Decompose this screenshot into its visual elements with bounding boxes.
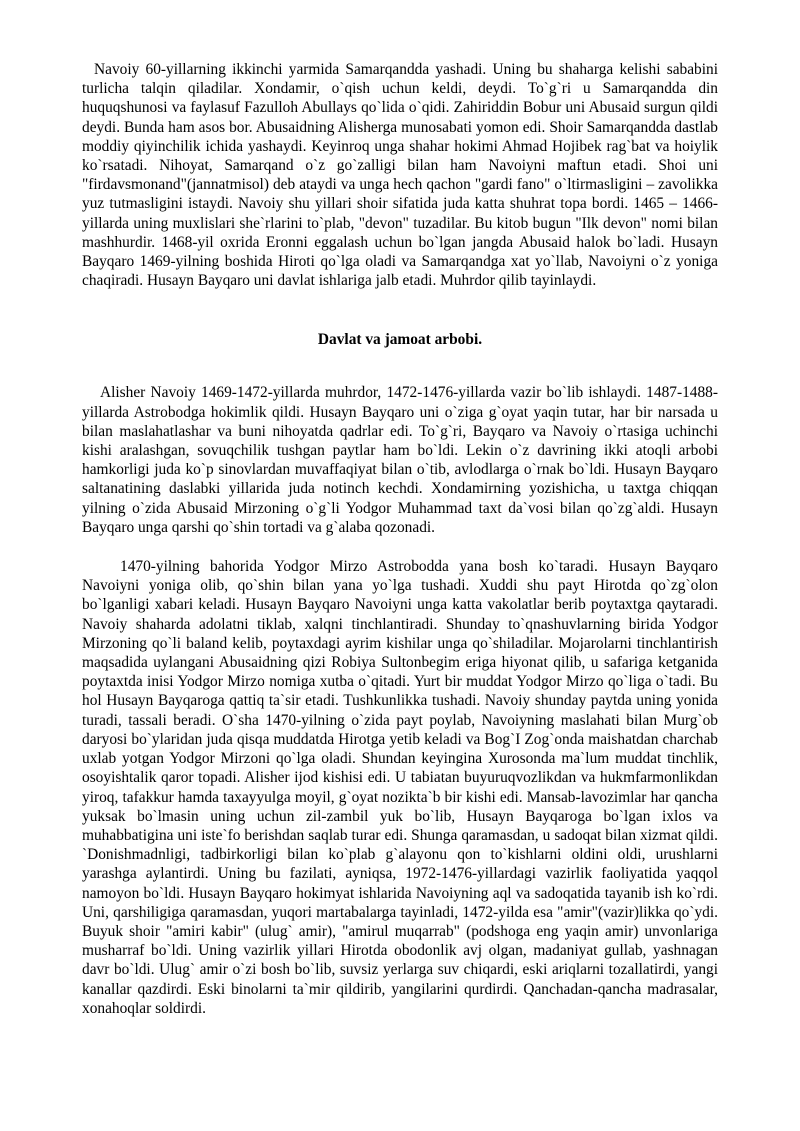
document-page xyxy=(82,60,718,1018)
paragraph-yodgor-mirzo: 1470-yilning bahorida Yodgor Mirzo Astrobodda yana bosh ko`taradi. Husayn Bayqaro Navoiyni yoniga olib, qo`shin bilan yana yo`lga tushadi. Xuddi shu payt Hirotda qo`zg`olon bo`lganligi xabari keladi. Husayn Bayqaro Navoiyni unga katta vakolatlar berib poytaxtga qaytaradi. Navoiy shaharda adolatni tiklab, xalqni tinchlantiradi. Shunday to`qnashuvlarning birida Yodgor Mirzoning qo`li baland kelib, poytaxdagi ayrim kishilar unga qo`shiladilar. Mojarolarni tinchlantirish maqsadida uylangani Abusaidning qizi Robiya Sultonbegim eriga hiyonat qilib, u safariga ketganida poytaxtda inisi Yodgor Mirzo nomiga xutba o`qitadi. Yurt bir muddat Yodgor Mirzo qo`liga o`tadi. Bu hol Husayn Bayqaroga qattiq ta`sir etadi. Tushkunlikka tushadi. Navoiy shunday paytda uning yonida turadi, tassali beradi. O`sha 1470-yilning o`zida payt poylab, Navoiyning maslahati bilan Murg`ob daryosi bo`ylaridan juda qisqa muddatda Hirotga yetib keladi va Bog`I Zog`onda maishatdan charchab uxlab yotgan Yodgor Mirzoni qo`lga oladi. Shundan keyingina Xurosonda ma`lum muddat tinchlik, osoyishtalik qaror topadi. Alisher ijod kishisi edi. U tabiatan buyuruqvozlikdan va hukmfarmonlikdan yiroq, tafakkur hamda taxayyulga moyil, g`oyat nozikta`b bir kishi edi. Mansab-lavozimlar har qancha yuksak bo`lmasin uning uchun zil-zambil yuk bo`lib, Husayn Bayqaroga bo`lgan ixlos va muhabbatigina uni iste`fo berishdan saqlab turar edi. Shunga qaramasdan, u sadoqat bilan xizmat qildi. `Donishmadnligi, tadbirkorligi bilan ko`plab g`alayonu qon to`kishlarni oldini oldi, urushlarni yarashga aylantirdi. Uning bu fazilati, ayniqsa, 1972-1476-yillardagi vazirlik faoliyatida yaqqol namoyon bo`ldi. Husayn Bayqaro hokimyat ishlarida Navoiyning aql va sadoqatida tayanib ish ko`rdi. Uni, qarshiligiga qaramasdan, yuqori martabalarga tayinladi, 1472-yilda esa "amir"(vazir)likka qo`ydi. Buyuk shoir "amiri kabir" (ulug` amir), "amirul muqarrab" (podshoga eng yaqin amir) unvonlariga musharraf bo`ldi. Uning vazirlik yillari Hirotda obodonlik avj olgan, madaniyat gullab, yashnagan davr bo`ldi. Ulug` amir o`zi bosh bo`lib, suvsiz yerlarga suv chiqardi, eski ariqlarni tozallatirdi, yangi kanallar qazdirdi. Eski binolarni ta`mir qildirib, yangilarini qurdirdi. Qanchadan-qancha madrasalar, xonahoqlar soldirdi. xyxy=(82,558,718,1017)
paragraph-statesman: Alisher Navoiy 1469-1472-yillarda muhrdor, 1472-1476-yillarda vazir bo`lib ishlaydi. 1487-1488-yillarda Astrobodga hokimlik qildi. Husayn Bayqaro uni o`ziga g`oyat yaqin tutar, har bir narsada u bilan maslahatlashar va buni nihoyatda qadrlar edi. To`g`ri, Bayqaro va Navoiy o`rtasiga uchinchi kishi aralashgan, sovuqchilik tushgan paytlar ham bo`ldi. Lekin o`z davrining ikki atoqli arbobi hamkorligi juda ko`p sinovlardan muvaffaqiyat bilan o`tib, avlodlarga o`rnak bo`ldi. Husayn Bayqaro saltanatining daslabki yillarida juda notinch kechdi. Xondamirning yozishicha, u taxtga chiqqan yilning o`zida Abusaid Mirzoning o`g`li Yodgor Muhammad taxt da`vosi bilan qo`zg`aldi. Husayn Bayqaro unga qarshi qo`shin tortadi va g`alaba qozonadi. xyxy=(82,384,718,536)
section-heading: Davlat va jamoat arbobi. xyxy=(317,331,483,349)
paragraph-samarqand: Navoiy 60-yillarning ikkinchi yarmida Samarqandda yashadi. Uning bu shaharga kelishi sababini turlicha talqin qiladilar. Xondamir, o`qish uchun keldi, deydi. To`g`ri u Samarqandda din huquqshunosi va faylasuf Fazulloh Abullays qo`lida o`qidi. Zahiriddin Bobur uni Abusaid surgun qildi deydi. Bunda ham asos bor. Abusaidning Alisherga munosabati yomon edi. Shoir Samarqandda dastlab moddiy qiyinchilik ichida yashaydi. Keyinroq unga shahar hokimi Ahmad Hojibek rag`bat va hoiylik ko`rsatadi. Nihoyat, Samarqand o`z go`zalligi bilan ham Navoiyni maftun etadi. Shoi uni "firdavsmonand"(jannatmisol) deb ataydi va unga hech qachon "gardi fano" o`ltirmasligini – zavolikka yuz tutmasligini istaydi. Navoiy shu yillari shoir sifatida juda katta shuhrat topa bordi. 1465 – 1466-yillarda uning muxlislari she`rlarini to`plab, "devon" tuzadilar. Bu kitob bugun "Ilk devon" nomi bilan mashhurdir. 1468-yil oxrida Eronni eggalash uchun bo`lgan jangda Abusaid halok bo`ladi. Husayn Bayqaro 1469-yilning boshida Hiroti qo`lga oladi va Samarqandga xat yo`llab, Navoiyni o`z yoniga chaqiradi. Husayn Bayqaro uni davlat ishlariga jalb etadi. Muhrdor qilib tayinlaydi. xyxy=(82,61,718,290)
